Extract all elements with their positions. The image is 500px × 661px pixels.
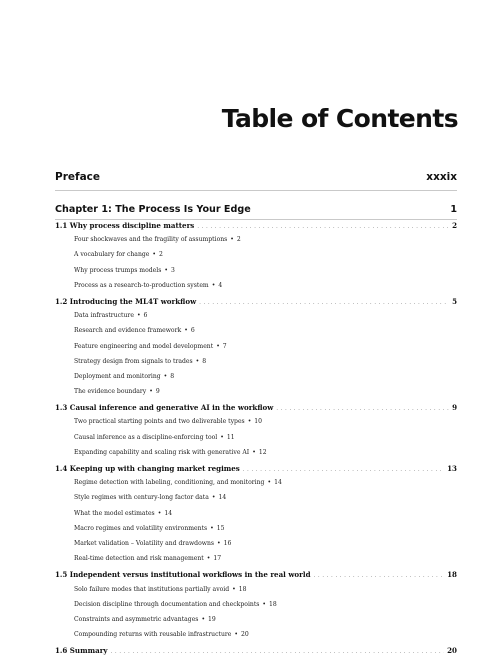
dot-leader [276,403,449,412]
subsection-page: 18 [269,600,277,608]
toc-preface-entry[interactable] [55,171,457,183]
subsection-page: 7 [222,342,227,350]
subsection-title: Strategy design from signals to trades [74,357,193,365]
toc-entries [55,221,457,661]
subsection-title: Causal inference as a discipline-enforcing tool [74,433,218,441]
subsection-title: Process as a research-to-production system [74,281,209,289]
subsection-title: Compounding returns with reusable infrastructure [74,631,232,639]
subsection-title: Style regimes with century-long factor data [74,494,209,502]
section-title: 1.6 Summary [55,646,108,656]
section-title: 1.2 Introducing the ML4T workflow [55,296,197,306]
section-title: 1.4 Keeping up with changing market regimes [55,464,240,473]
subsection-page: 11 [226,433,235,441]
toc-subsection-entry[interactable] [55,631,457,646]
divider [55,190,457,191]
bullet-separator: • [230,236,234,244]
subsection-page: 17 [213,555,222,563]
toc-section-entry[interactable] [55,297,457,312]
section-page: 13 [447,464,457,473]
subsection-title: A vocabulary for change [74,251,150,259]
toc-subsection-entry[interactable] [55,555,457,570]
subsection-page: 8 [170,372,175,380]
subsection-title: Expanding capability and scaling risk with generative AI [74,448,250,456]
bullet-separator: • [252,448,256,456]
preface-page: xxxix [426,171,457,183]
subsection-page: 12 [258,448,267,456]
toc-subsection-entry[interactable] [55,388,457,403]
subsection-page: 6 [143,312,148,320]
subsection-page: 2 [158,251,163,259]
bullet-separator: • [211,494,216,502]
bullet-separator: • [267,479,272,487]
dot-leader [243,464,444,473]
toc-section-entry[interactable] [55,403,457,418]
subsection-page: 6 [190,327,195,335]
subsection-page: 14 [218,494,227,502]
bullet-separator: • [152,251,156,259]
bullet-separator: • [149,388,153,396]
section-page: 5 [452,296,457,306]
toc-section-entry[interactable] [55,464,457,479]
bullet-separator: • [201,615,206,623]
page-title: Table of Contents [221,104,458,133]
chapter-label: Chapter 1: The Process Is Your Edge [55,204,251,215]
toc-subsection-entry[interactable] [55,434,457,449]
subsection-title: Why process trumps models [74,266,162,274]
subsection-title: Research and evidence framework [74,327,182,335]
subsection-title: What the model estimates [74,509,155,517]
toc-subsection-entry[interactable] [55,510,457,525]
subsection-title: Decision discipline through documentation and checkpoints [74,600,260,608]
toc-chapter-entry[interactable] [55,204,457,215]
chapter-page: 1 [450,204,457,215]
subsection-title: Two practical starting points and two deliverable types [74,418,245,426]
subsection-title: Feature engineering and model development [74,342,214,350]
divider [55,219,457,220]
subsection-page: 16 [223,539,232,547]
dot-leader [111,646,445,655]
dot-leader [199,297,449,306]
bullet-separator: • [262,600,267,608]
toc-subsection-entry[interactable] [55,616,457,631]
subsection-title: The evidence boundary [74,388,147,396]
subsection-page: 4 [218,281,223,289]
subsection-page: 15 [216,524,225,532]
subsection-page: 18 [238,585,247,593]
preface-label: Preface [55,171,100,183]
section-page: 9 [452,403,457,413]
bullet-separator: • [234,631,239,639]
bullet-separator: • [220,433,224,441]
toc-subsection-entry[interactable] [55,282,457,297]
subsection-page: 9 [155,388,160,396]
bullet-separator: • [136,312,141,320]
section-title: 1.3 Causal inference and generative AI in the workflow [55,403,274,413]
toc-subsection-entry[interactable] [55,236,457,251]
subsection-title: Macro regimes and volatility environments [74,524,208,532]
subsection-title: Data infrastructure [74,312,134,320]
subsection-title: Regime detection with labeling, conditioning, and monitoring [74,479,265,487]
bullet-separator: • [210,524,214,532]
subsection-title: Four shockwaves and the fragility of assumptions [74,236,228,244]
bullet-separator: • [217,539,221,547]
toc-subsection-entry[interactable] [55,251,457,266]
toc-subsection-entry[interactable] [55,479,457,494]
subsection-title: Market validation – Volatility and drawdowns [74,539,215,547]
subsection-page: 14 [164,509,173,517]
subsection-page: 3 [170,266,175,274]
toc-subsection-entry[interactable] [55,494,457,509]
subsection-title: Real-time detection and risk management [74,555,204,563]
toc-subsection-entry[interactable] [55,540,457,555]
subsection-title: Constraints and asymmetric advantages [74,615,199,623]
toc-section-entry[interactable] [55,646,457,661]
toc-subsection-entry[interactable] [55,601,457,616]
toc-subsection-entry[interactable] [55,267,457,282]
subsection-page: 19 [208,615,216,623]
bullet-separator: • [184,327,188,335]
bullet-separator: • [157,509,162,517]
section-page: 20 [447,646,457,656]
subsection-page: 20 [241,631,249,639]
subsection-page: 2 [236,236,241,244]
bullet-separator: • [164,266,168,274]
section-title: 1.5 Independent versus institutional workflows in the real world [55,570,311,580]
toc-section-entry[interactable] [55,221,457,236]
bullet-separator: • [232,585,236,593]
subsection-page: 8 [202,357,207,365]
bullet-separator: • [163,372,168,380]
toc-subsection-entry[interactable] [55,312,457,327]
bullet-separator: • [211,281,216,289]
toc-subsection-entry[interactable] [55,373,457,388]
dot-leader [314,570,445,579]
bullet-separator: • [247,418,252,426]
toc-subsection-entry[interactable] [55,343,457,358]
toc-subsection-entry[interactable] [55,449,457,464]
section-title: 1.1 Why process discipline matters [55,221,195,230]
subsection-page: 10 [254,418,263,426]
subsection-page: 14 [274,479,282,487]
dot-leader [197,221,449,230]
bullet-separator: • [195,357,200,365]
subsection-title: Solo failure modes that institutions partially avoid [74,585,230,593]
toc-subsection-entry[interactable] [55,358,457,373]
bullet-separator: • [206,555,211,563]
toc-section-entry[interactable] [55,570,457,585]
toc-subsection-entry[interactable] [55,525,457,540]
toc-subsection-entry[interactable] [55,586,457,601]
bullet-separator: • [216,342,220,350]
toc-subsection-entry[interactable] [55,327,457,342]
toc-subsection-entry[interactable] [55,418,457,433]
subsection-title: Deployment and monitoring [74,372,161,380]
section-page: 2 [452,221,457,230]
section-page: 18 [447,570,457,580]
